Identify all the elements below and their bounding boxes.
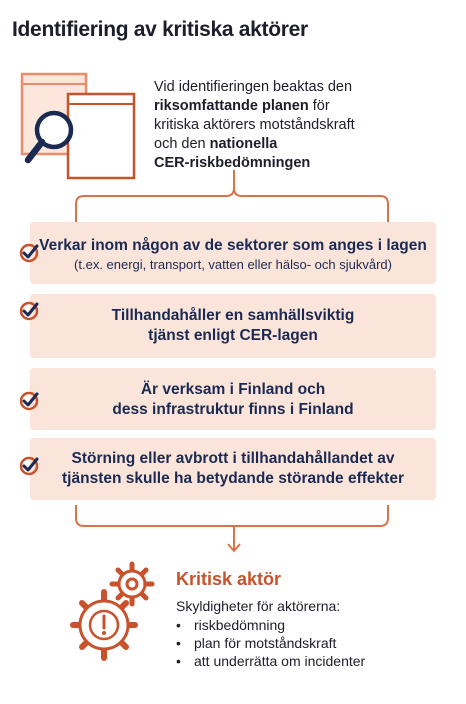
bullet: • [176, 617, 181, 633]
intro-bold-assessment: CER-riskbedömningen [154, 155, 311, 171]
check-icon [18, 455, 40, 477]
duties-list [176, 616, 365, 670]
result-title: Kritisk aktör [176, 569, 282, 589]
intro-line-3: kritiska aktörers motståndskraft [154, 117, 355, 133]
bullet: • [176, 653, 181, 669]
criterion-box-finland [30, 368, 436, 430]
criterion-line-1: Är verksam i Finland och [140, 381, 326, 398]
duty-text: riskbedömning [194, 617, 286, 633]
page-title: Identifiering av kritiska aktörer [12, 18, 308, 41]
criterion-line-2: tjänsten skulle ha betydande störande effekter [62, 470, 404, 487]
list-item [176, 634, 365, 652]
check-icon [18, 242, 40, 264]
criterion-line-1: Störning eller avbrott i tillhandahållandet av [71, 450, 395, 467]
gears-warning-icon [70, 556, 170, 662]
intro-line-4-start: och den [154, 136, 210, 152]
list-item [176, 616, 365, 634]
intro-bold-national: nationella [209, 136, 278, 152]
criterion-line-2: dess infrastruktur finns i Finland [112, 401, 354, 418]
criterion-subtitle: (t.ex. energi, transport, vatten eller hälso- och sjukvård) [74, 257, 392, 272]
duty-text: att underrätta om incidenter [194, 653, 366, 669]
intro-line-2-rest: för [308, 98, 330, 114]
check-icon [18, 300, 40, 322]
criterion-box-sectors [30, 222, 436, 284]
duty-text: plan för motståndskraft [194, 635, 337, 651]
bullet: • [176, 635, 181, 651]
criterion-box-disruption [30, 438, 436, 500]
check-icon [18, 390, 40, 412]
criterion-title: Verkar inom någon av de sektorer som anges i lagen [39, 237, 427, 254]
list-item [176, 652, 365, 670]
criterion-line-2: tjänst enligt CER-lagen [148, 327, 318, 344]
result-subtitle: Skyldigheter för aktörerna: [176, 598, 341, 614]
intro-bold-plan: riksomfattande planen [154, 98, 309, 114]
criterion-box-service [30, 294, 436, 358]
criterion-line-1: Tillhandahåller en samhällsviktig [111, 307, 355, 324]
intro-line-1: Vid identifieringen beaktas den [154, 79, 353, 95]
